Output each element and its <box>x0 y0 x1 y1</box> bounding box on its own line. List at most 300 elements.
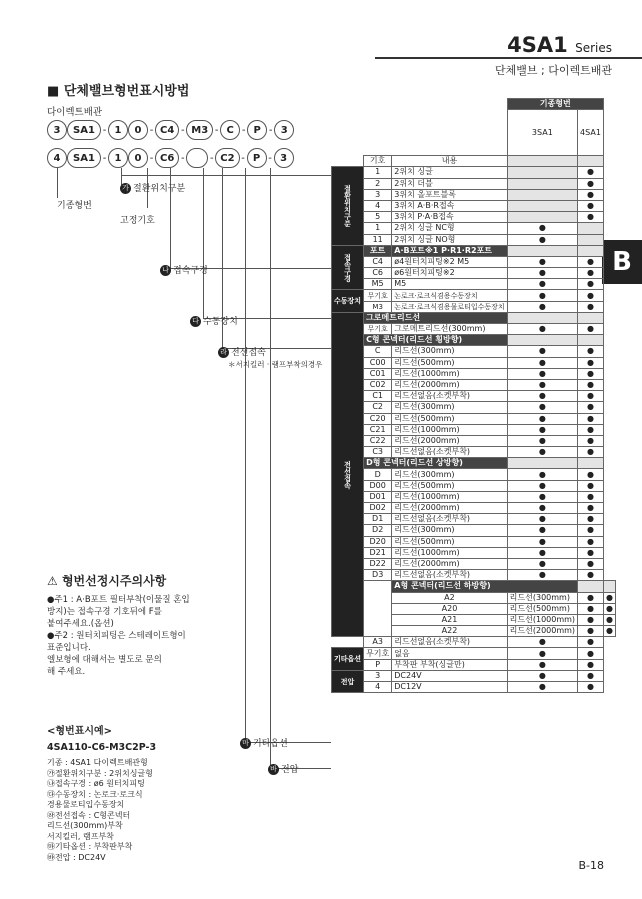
table-dot: ● <box>507 346 577 357</box>
table-cell: 리드선없음(소켓부착) <box>392 447 507 458</box>
table-dot: ● <box>578 637 604 648</box>
table-dot: ● <box>578 592 604 603</box>
table-dot: ● <box>507 435 577 446</box>
table-cell: D1 <box>364 514 392 525</box>
table-cell: C4 <box>364 256 392 267</box>
leader-line <box>245 168 246 742</box>
table-dot: ● <box>578 670 604 681</box>
code-segment: 3 <box>47 120 67 140</box>
table-dot: ● <box>578 447 604 458</box>
table-cell: 리드선(300mm) <box>392 346 507 357</box>
table-dot: ● <box>507 558 577 569</box>
table-cell: 3위치 P·A·B접속 <box>392 212 507 223</box>
table-cell: 논로크·로크식겸용물로티입수동장치 <box>392 301 507 312</box>
table-cell <box>507 245 577 256</box>
code-segment: P <box>247 120 267 140</box>
table-row <box>332 256 616 267</box>
code-segment: SA1 <box>67 148 101 168</box>
table-cell: 리드선(500mm) <box>507 603 577 614</box>
code-example-1 <box>47 120 294 140</box>
table-row <box>332 514 616 525</box>
section-tab: B <box>602 240 642 284</box>
table-cell: C21 <box>364 424 392 435</box>
table-dot: ● <box>507 256 577 267</box>
label-wiring-note: ＊서지킬러 · 램프부착의경우 <box>228 360 323 369</box>
table-cell: 1 <box>364 167 392 178</box>
table-cell: 리드선없음(소켓부착) <box>392 570 507 581</box>
label-option: 마 기타옵션 <box>240 736 288 749</box>
note-line: 기종 : 4SA1 다이렉트배관형 <box>47 758 148 767</box>
table-cell: 논로크·로크식겸용수동장치 <box>392 290 507 301</box>
table-row <box>332 480 616 491</box>
table-row <box>332 368 616 379</box>
table-cell: C20 <box>364 413 392 424</box>
table-row <box>332 212 616 223</box>
table-cell <box>507 156 577 167</box>
table-dot: ● <box>578 626 604 637</box>
group-label: 기타옵션 <box>332 648 364 670</box>
code-segment: P <box>247 148 267 168</box>
table-cell <box>364 614 392 625</box>
table-cell: 기호 <box>364 156 392 167</box>
table-row <box>332 525 616 536</box>
note-line: 표준입니다. <box>47 643 91 653</box>
code-segment: 3 <box>274 148 294 168</box>
table-row <box>332 189 616 200</box>
table-cell: ø6원터치피팅※2 <box>392 268 507 279</box>
table-row <box>332 637 616 648</box>
table-cell: 2위치 싱글 NC형 <box>392 223 507 234</box>
table-row <box>332 413 616 424</box>
table-dot: ● <box>578 301 604 312</box>
table-dot: ● <box>507 514 577 525</box>
table-row <box>332 581 616 592</box>
table-row <box>332 234 616 245</box>
table-cell: 3 <box>364 670 392 681</box>
table-row <box>332 626 616 637</box>
table-dot: ● <box>578 413 604 424</box>
table-dot: ● <box>578 603 604 614</box>
table-row <box>332 469 616 480</box>
code-separator: - <box>241 124 246 136</box>
leader-line <box>270 168 271 768</box>
table-dot: ● <box>578 189 604 200</box>
table-cell: D2 <box>364 525 392 536</box>
table-dot: ● <box>578 659 604 670</box>
note-line: 엘보형에 대해서는 별도로 문의 <box>47 655 162 665</box>
table-cell: 3위치 A·B·R접속 <box>392 200 507 211</box>
leader-line <box>121 175 331 176</box>
code-segment <box>186 148 208 168</box>
table-cell <box>332 637 364 648</box>
table-row <box>332 682 616 693</box>
table-cell: D22 <box>364 558 392 569</box>
table-row <box>332 458 616 469</box>
table-row <box>332 156 616 167</box>
table-dot <box>507 167 577 178</box>
table-cell: 리드선(1000mm) <box>392 547 507 558</box>
table-row <box>332 301 616 312</box>
code-segment: C2 <box>215 148 239 168</box>
label-wiring: 라 전선접속 <box>218 345 266 358</box>
table-row <box>332 547 616 558</box>
table-cell: 3위치 올포트블록 <box>392 189 507 200</box>
table-cell: 리드선(2000mm) <box>392 503 507 514</box>
table-row <box>332 379 616 390</box>
table-cell: A형 콘넥터(리드선 하방향) <box>392 581 578 592</box>
group-label: 전선접속 <box>332 312 364 636</box>
table-cell <box>578 245 604 256</box>
table-cell: 2위치 싱글 NO형 <box>392 234 507 245</box>
table-dot: ● <box>578 167 604 178</box>
table-cell: D01 <box>364 491 392 502</box>
table-dot: ● <box>507 570 577 581</box>
table-dot: ● <box>507 659 577 670</box>
code-separator: - <box>102 124 107 136</box>
page-number: B-18 <box>578 859 604 872</box>
table-cell: 리드선없음(소켓부착) <box>392 391 507 402</box>
table-dot: ● <box>507 357 577 368</box>
table-cell: 리드선(1000mm) <box>392 424 507 435</box>
table-cell: A22 <box>392 626 507 637</box>
table-cell: 11 <box>364 234 392 245</box>
note-line: ㉳전압 : DC24V <box>47 852 106 862</box>
table-dot <box>578 223 604 234</box>
table-row <box>332 659 616 670</box>
table-cell: 4 <box>364 200 392 211</box>
table-dot: ● <box>578 402 604 413</box>
table-dot: ● <box>507 525 577 536</box>
table-cell <box>578 335 604 346</box>
section-title: ■ 단체밸브형번표시방법 <box>47 84 190 99</box>
table-cell: 리드선(1000mm) <box>507 614 577 625</box>
code-separator: - <box>180 152 185 164</box>
table-cell: C3 <box>364 447 392 458</box>
table-cell: A3 <box>364 637 392 648</box>
table-dot: ● <box>507 268 577 279</box>
table-row <box>332 346 616 357</box>
table-cell: 리드선(2000mm) <box>392 558 507 569</box>
label-fixed: 고정기호 <box>120 216 155 226</box>
table-dot: ● <box>578 682 604 693</box>
table-row <box>332 391 616 402</box>
table-cell: M5 <box>364 279 392 290</box>
table-cell: C02 <box>364 379 392 390</box>
table-dot: ● <box>578 290 604 301</box>
table-row <box>332 648 616 659</box>
code-segment: 4 <box>47 148 67 168</box>
table-cell: 내용 <box>392 156 507 167</box>
table-dot: ● <box>578 391 604 402</box>
code-segment: 0 <box>128 120 148 140</box>
table-dot: ● <box>507 469 577 480</box>
table-row <box>332 424 616 435</box>
example-code: 4SA110-C6-M3C2P-3 <box>47 742 157 753</box>
table-cell: 리드선(500mm) <box>392 536 507 547</box>
table-dot: ● <box>507 648 577 659</box>
note-line: 리드선(300mm)부착 <box>47 821 123 830</box>
table-cell: 리드선(2000mm) <box>392 435 507 446</box>
table-row <box>332 279 616 290</box>
note-line: ㉯접속구경 : ø6 원터치피팅 <box>47 779 145 788</box>
table-dot: ● <box>578 480 604 491</box>
table-dot: ● <box>507 536 577 547</box>
note-line: 서지킬러, 램프부착 <box>47 831 114 841</box>
table-dot: ● <box>578 212 604 223</box>
table-dot: ● <box>578 178 604 189</box>
label-port: 나 접속구경 <box>160 263 208 276</box>
table-dot: ● <box>603 614 615 625</box>
table-cell: D20 <box>364 536 392 547</box>
table-dot: ● <box>578 503 604 514</box>
table-dot: ● <box>578 368 604 379</box>
table-cell: 리드선(300mm) <box>392 402 507 413</box>
table-dot: ● <box>507 279 577 290</box>
table-cell: A2 <box>392 592 507 603</box>
table-row <box>332 570 616 581</box>
table-row <box>332 447 616 458</box>
group-label: 전압 <box>332 670 364 692</box>
table-row <box>332 402 616 413</box>
model-header: 기종형번 <box>507 99 603 110</box>
spec-table <box>331 98 616 693</box>
table-cell <box>578 156 604 167</box>
table-dot: ● <box>507 402 577 413</box>
table-dot: ● <box>507 547 577 558</box>
table-dot <box>507 178 577 189</box>
table-dot: ● <box>507 491 577 502</box>
table-row <box>332 290 616 301</box>
table-cell: 리드선(500mm) <box>392 480 507 491</box>
table-cell: 2 <box>364 178 392 189</box>
table-row <box>332 312 616 323</box>
table-row <box>332 357 616 368</box>
label-base-type: 기종형번 <box>57 201 92 211</box>
table-cell: 리드선없음(소켓부착) <box>392 637 507 648</box>
code-separator: - <box>209 152 214 164</box>
table-dot: ● <box>578 268 604 279</box>
table-cell: 그로메트리드선(300mm) <box>392 324 507 335</box>
col-4sa1: 4SA1 <box>578 110 604 156</box>
table-cell: DC24V <box>392 670 507 681</box>
table-dot: ● <box>507 447 577 458</box>
table-cell: 무기호 <box>364 290 392 301</box>
table-dot: ● <box>578 279 604 290</box>
note-line: ●주2 : 원터치피팅은 스테레이트형이 <box>47 631 186 641</box>
table-cell: C2 <box>364 402 392 413</box>
table-row <box>332 178 616 189</box>
label-switch-pos: 가 절환위치구분 <box>120 181 185 194</box>
table-cell: 4 <box>364 682 392 693</box>
table-dot: ● <box>578 424 604 435</box>
table-dot: ● <box>507 223 577 234</box>
header-rule <box>375 57 642 59</box>
table-cell <box>507 458 577 469</box>
group-label: 수동장치 <box>332 290 364 312</box>
table-cell <box>507 335 577 346</box>
table-dot: ● <box>578 648 604 659</box>
code-separator: - <box>149 152 154 164</box>
table-dot <box>507 212 577 223</box>
table-dot: ● <box>578 346 604 357</box>
table-dot <box>507 189 577 200</box>
note-line: 방지)는 접속구경 기호뒤에 F를 <box>47 607 162 617</box>
label-voltage: 바 전압 <box>268 762 298 775</box>
example-notes <box>47 758 153 863</box>
table-cell: 1 <box>364 223 392 234</box>
group-label: 절환위치구분 <box>332 167 364 245</box>
table-cell <box>364 626 392 637</box>
code-segment: C <box>220 120 240 140</box>
table-cell: C01 <box>364 368 392 379</box>
table-dot: ● <box>507 301 577 312</box>
table-row <box>332 335 616 346</box>
code-segment: C6 <box>155 148 179 168</box>
table-cell <box>507 312 577 323</box>
code-separator: - <box>214 124 219 136</box>
table-cell: C6 <box>364 268 392 279</box>
table-dot: ● <box>578 435 604 446</box>
code-separator: - <box>180 124 185 136</box>
table-dot: ● <box>603 603 615 614</box>
table-dot: ● <box>507 503 577 514</box>
note-line: ㉱전선접속 : C형콘넥터 <box>47 810 131 820</box>
code-segment: 3 <box>274 120 294 140</box>
note-line: ㉲기타옵션 : 부착판부착 <box>47 842 133 851</box>
table-row <box>332 491 616 502</box>
table-cell: 그로메트리드선 <box>364 312 508 323</box>
table-dot: ● <box>578 547 604 558</box>
table-dot: ● <box>578 514 604 525</box>
table-cell: 리드선(500mm) <box>392 357 507 368</box>
table-cell: 리드선(1000mm) <box>392 491 507 502</box>
table-dot: ● <box>578 256 604 267</box>
table-dot: ● <box>507 413 577 424</box>
table-dot: ● <box>578 536 604 547</box>
table-dot: ● <box>578 570 604 581</box>
table-row <box>332 435 616 446</box>
table-cell: D3 <box>364 570 392 581</box>
table-cell <box>364 603 392 614</box>
table-cell: 리드선(300mm) <box>507 592 577 603</box>
leader-line <box>57 168 58 198</box>
code-segment: 1 <box>108 120 128 140</box>
code-segment: 0 <box>128 148 148 168</box>
note-line: 경용물로티입수동장치 <box>47 800 125 809</box>
table-dot: ● <box>578 357 604 368</box>
note-line: ㉰수동장치 : 논로크·로크식 <box>47 789 143 799</box>
table-row <box>332 558 616 569</box>
table-cell: D00 <box>364 480 392 491</box>
table-cell: P <box>364 659 392 670</box>
table-dot: ● <box>578 491 604 502</box>
table-row <box>332 592 616 603</box>
table-cell: 무기호 <box>364 324 392 335</box>
header-subtitle: 단체밸브 ; 다이렉트배관 <box>495 64 612 77</box>
table-dot: ● <box>578 324 604 335</box>
table-cell: A20 <box>392 603 507 614</box>
table-cell <box>332 110 508 156</box>
table-dot <box>507 200 577 211</box>
table-cell: A·B포트※1 P·R1·R2포트 <box>392 245 507 256</box>
table-dot: ● <box>507 391 577 402</box>
code-segment: 1 <box>108 148 128 168</box>
table-cell: M3 <box>364 301 392 312</box>
table-cell: 포트 <box>364 245 392 256</box>
table-row <box>332 603 616 614</box>
table-row <box>332 245 616 256</box>
code-separator: - <box>268 152 272 164</box>
table-row <box>332 200 616 211</box>
caution-title: ⚠ 형번선정시주의사항 <box>47 574 167 588</box>
table-row <box>332 670 616 681</box>
table-dot: ● <box>578 525 604 536</box>
leader-line <box>203 168 204 318</box>
table-dot: ● <box>507 290 577 301</box>
table-cell: 리드선없음(소켓부착) <box>392 514 507 525</box>
code-separator: - <box>268 124 273 136</box>
table-dot: ● <box>578 614 604 625</box>
table-cell: C형 콘넥터(리드선 횡방향) <box>364 335 508 346</box>
table-cell: 리드선(300mm) <box>392 469 507 480</box>
table-cell: M5 <box>392 279 507 290</box>
note-line: 붙여주세요.(옵션) <box>47 619 114 629</box>
table-dot: ● <box>507 234 577 245</box>
table-dot: ● <box>507 682 577 693</box>
note-line: 해 주세요. <box>47 667 86 677</box>
code-segment: SA1 <box>67 120 101 140</box>
table-cell: ø4원터치피팅※2 M5 <box>392 256 507 267</box>
table-cell <box>603 581 615 592</box>
table-dot: ● <box>507 324 577 335</box>
note-line: ●주1 : A·B포트 필터부착(이물질 혼입 <box>47 595 190 605</box>
table-dot: ● <box>578 200 604 211</box>
example-title: <형번표시예> <box>47 726 113 737</box>
code-segment: M3 <box>186 120 213 140</box>
code-separator: - <box>149 124 154 136</box>
table-cell <box>578 312 604 323</box>
caution-notes <box>47 594 190 678</box>
table-cell: C1 <box>364 391 392 402</box>
direct-label: 다이렉트배관 <box>47 107 103 118</box>
table-cell: 리드선(2000mm) <box>507 626 577 637</box>
table-dot: ● <box>578 558 604 569</box>
table-cell: 리드선(1000mm) <box>392 368 507 379</box>
table-cell: C00 <box>364 357 392 368</box>
table-dot: ● <box>507 424 577 435</box>
table-cell: 리드선(500mm) <box>392 413 507 424</box>
table-dot: ● <box>507 480 577 491</box>
code-segment: C4 <box>155 120 179 140</box>
table-cell <box>332 156 364 167</box>
table-row <box>332 167 616 178</box>
table-cell <box>364 592 392 603</box>
table-row <box>332 536 616 547</box>
table-dot: ● <box>603 592 615 603</box>
table-dot: ● <box>507 368 577 379</box>
table-cell: 2위치 싱글 <box>392 167 507 178</box>
label-manual: 다 수동장치 <box>190 314 238 327</box>
table-row <box>332 324 616 335</box>
group-label: 접속구경 <box>332 245 364 290</box>
table-cell: 리드선(300mm) <box>392 525 507 536</box>
table-cell: 없음 <box>392 648 507 659</box>
table-dot: ● <box>507 637 577 648</box>
table-cell: DC12V <box>392 682 507 693</box>
table-cell: 리드선(2000mm) <box>392 379 507 390</box>
table-dot: ● <box>578 379 604 390</box>
note-line: ㉮절환위치구분 : 2위치싱글형 <box>47 768 153 778</box>
